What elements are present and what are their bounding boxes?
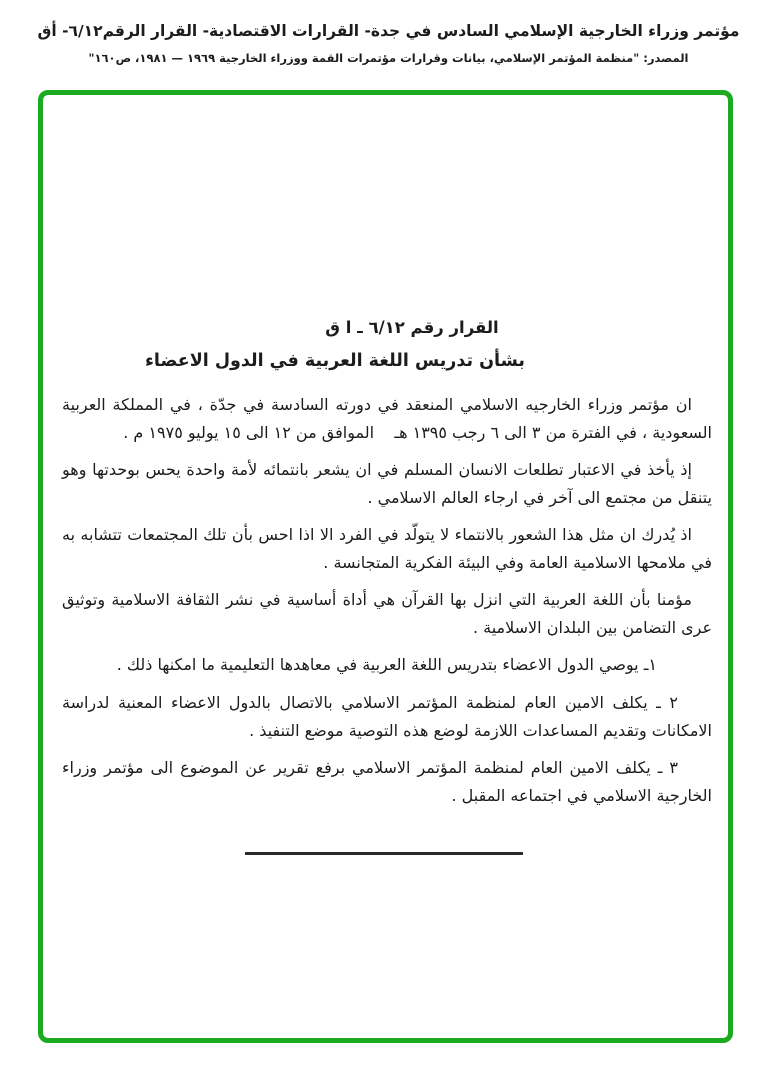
resolution-number-title: القرار رقم ٦/١٢ ـ ا ق bbox=[325, 318, 499, 337]
document-header-source: المصدر: "منظمة المؤتمر الإسلامي، بيانات وقرارات مؤتمرات القمة ووزراء الخارجية ١٩٦٩ — ١٩٨١، ص١٦٠" bbox=[88, 51, 689, 65]
resolution-clause: ١ـ يوصي الدول الاعضاء بتدريس اللغة العربية في معاهدها التعليمية ما امكنها ذلك . bbox=[116, 655, 657, 674]
preamble-paragraph: إذ يأخذ في الاعتبار تطلعات الانسان المسلم في ان يشعر بانتمائه لأمة واحدة يحس بوحدتها وهو يتنقل من مجتمع الى آخر في ارجاء العالم الاسلامي . bbox=[62, 460, 712, 507]
preamble-paragraph: ان مؤتمر وزراء الخارجيه الاسلامي المنعقد في دورته السادسة في جدّة ، في المملكة العربية السعودية ، في الفترة من ٣ الى ٦ رجب ١٣٩٥ هـ الموافق من ١٢ الى ١٥ يوليو ١٩٧٥ م . bbox=[62, 395, 712, 442]
preamble-paragraph: اذ يُدرك ان مثل هذا الشعور بالانتماء لا يتولّد في الفرد الا اذا احس بأن تلك المجتمعات تتشابه به في ملامحها الاسلامية العامة وفي البيئة الفكرية المتجانسة . bbox=[62, 525, 712, 572]
resolution-subject-title: بشأن تدريس اللغة العربية في الدول الاعضاء bbox=[144, 351, 526, 371]
document-header-title: مؤتمر وزراء الخارجية الإسلامي السادس في جدة- القرارات الاقتصادية- القرار الرقم٦/١٢- أق bbox=[37, 22, 740, 40]
resolution-clause: ٣ ـ يكلف الامين العام لمنظمة المؤتمر الاسلامي برفع تقرير عن الموضوع الى مؤتمر وزراء الخارجية الاسلامي في اجتماعه المقبل . bbox=[62, 758, 712, 805]
footer-divider-line bbox=[245, 852, 523, 855]
resolution-body bbox=[62, 318, 712, 819]
preamble-paragraph: مؤمنا بأن اللغة العربية التي انزل بها القرآن هي أداة أساسية في نشر الثقافة الاسلامية وتوثيق عرى التضامن بين البلدان الاسلامية . bbox=[62, 590, 712, 637]
resolution-clause: ٢ ـ يكلف الامين العام لمنظمة المؤتمر الاسلامي بالاتصال بالدول الاعضاء المعنية لدراسة الامكانات وتقديم المساعدات اللازمة لوضع هذه التوصية موضع التنفيذ . bbox=[62, 693, 712, 740]
